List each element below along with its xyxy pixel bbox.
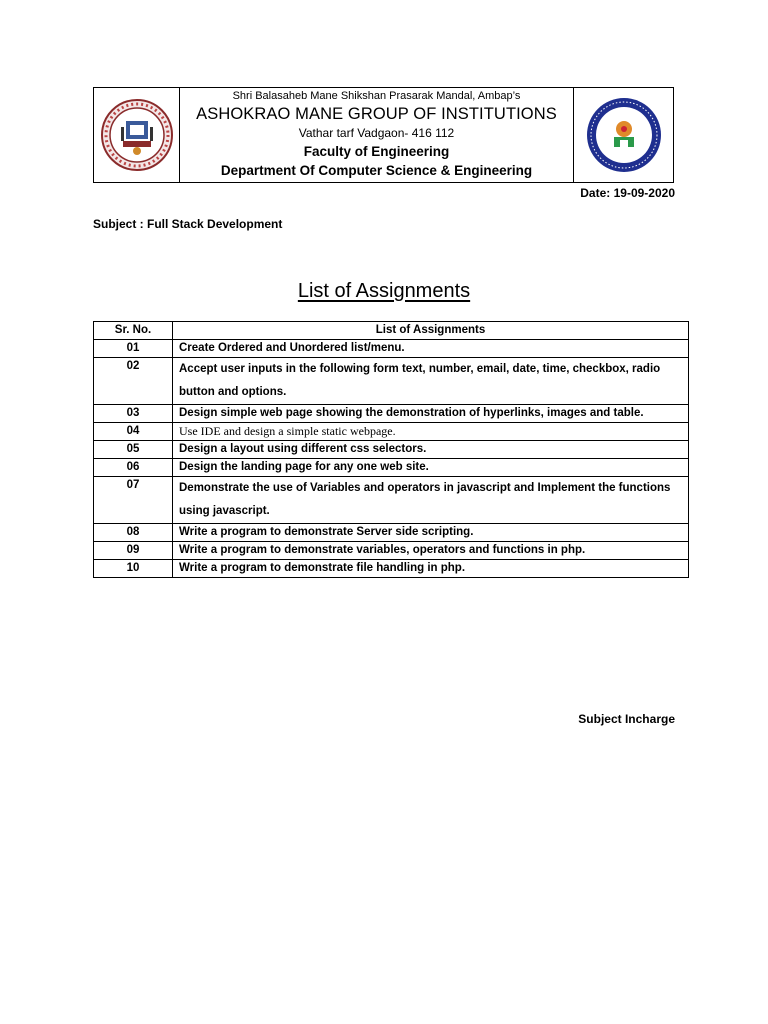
sr-no-cell: 04 [94,423,173,441]
sr-no-cell: 07 [94,477,173,524]
assignment-cell: Accept user inputs in the following form text, number, email, date, time, checkbox, radio button and options. [173,358,689,405]
table-row [94,477,689,524]
trust-name: Shri Balasaheb Mane Shikshan Prasarak Mandal, Ambap’s [232,90,521,102]
table-row [94,524,689,542]
sr-no-cell: 06 [94,459,173,477]
assignment-cell: Create Ordered and Unordered list/menu. [173,340,689,358]
letterhead-text [180,88,573,182]
assignment-cell: Write a program to demonstrate Server side scripting. [173,524,689,542]
signature-label: Subject Incharge [578,712,675,726]
assignment-cell: Use IDE and design a simple static webpage. [173,423,689,441]
university-logo-icon [584,95,664,175]
institution-address: Vathar tarf Vadgaon- 416 112 [298,126,455,140]
column-header-sr-no: Sr. No. [94,322,173,340]
assignments-table [93,321,689,578]
faculty-name: Faculty of Engineering [303,144,450,159]
page-title: List of Assignments [297,280,471,302]
table-row [94,405,689,423]
assignment-cell: Design a layout using different css selectors. [173,441,689,459]
sr-no-cell: 02 [94,358,173,405]
table-row [94,423,689,441]
table-row [94,340,689,358]
table-row [94,459,689,477]
letterhead [93,87,674,183]
institution-logo-icon [99,97,175,173]
institution-name: ASHOKRAO MANE GROUP OF INSTITUTIONS [196,105,557,123]
table-row [94,560,689,578]
assignment-cell: Design simple web page showing the demonstration of hyperlinks, images and table. [173,405,689,423]
sr-no-cell: 03 [94,405,173,423]
sr-no-cell: 08 [94,524,173,542]
document-date: Date: 19-09-2020 [580,186,675,200]
table-row [94,358,689,405]
column-header-assignments: List of Assignments [173,322,689,340]
sr-no-cell: 05 [94,441,173,459]
sr-no-cell: 09 [94,542,173,560]
assignment-cell: Demonstrate the use of Variables and operators in javascript and Implement the functions using javascript. [173,477,689,524]
table-row [94,542,689,560]
subject-line: Subject : Full Stack Development [93,217,283,231]
assignment-cell: Design the landing page for any one web site. [173,459,689,477]
institution-logo-cell [94,88,180,182]
assignment-cell: Write a program to demonstrate file handling in php. [173,560,689,578]
table-row [94,441,689,459]
table-header-row [94,322,689,340]
university-logo-cell [573,88,673,182]
sr-no-cell: 10 [94,560,173,578]
assignment-cell: Write a program to demonstrate variables, operators and functions in php. [173,542,689,560]
sr-no-cell: 01 [94,340,173,358]
department-name: Department Of Computer Science & Engineering [220,163,533,178]
